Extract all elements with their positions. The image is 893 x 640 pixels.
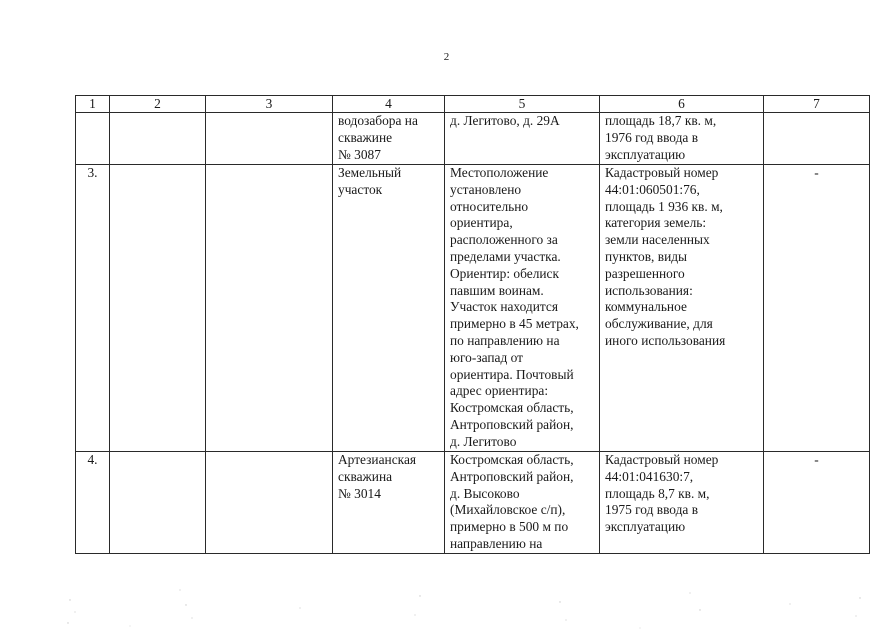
cell-line: ориентира,: [450, 215, 513, 231]
cell-line: площадь 8,7 кв. м,: [605, 485, 710, 501]
cell-line: установлено: [450, 181, 522, 197]
table-row: [76, 452, 870, 554]
cell-line: коммунальное: [605, 299, 687, 315]
cell-line: юго-запад от: [450, 349, 524, 365]
cell-line: по направлению на: [450, 332, 560, 348]
cell-line: земли населенных: [605, 232, 710, 248]
cell-line: иного использования: [605, 332, 726, 348]
scan-noise: [0, 560, 893, 640]
cell-line: 44:01:041630:7,: [605, 468, 694, 484]
cell-line: Антроповский район,: [450, 468, 574, 484]
cell-line: относительно: [450, 198, 529, 214]
location-cell: [445, 452, 600, 554]
cell-line: площадь 18,7 кв. м,: [605, 113, 717, 128]
row-number: [76, 113, 110, 165]
cell-line: (Михайловское с/п),: [450, 502, 566, 518]
cell-line: 1976 год ввода в: [605, 129, 699, 145]
table-cell: [110, 165, 206, 452]
cell-line: Артезианская: [338, 452, 417, 467]
cell-line: примерно в 45 метрах,: [450, 316, 579, 332]
row-number: 3.: [76, 165, 110, 452]
cell-line: д. Легитово: [450, 433, 517, 449]
cell-line: 44:01:060501:76,: [605, 181, 700, 197]
cell-line: д. Легитово, д. 29А: [450, 113, 560, 128]
header-row: [76, 96, 870, 113]
characteristics-cell: [600, 165, 764, 452]
column-header: 7: [764, 96, 870, 113]
column-header: 5: [445, 96, 600, 113]
row-number: 4.: [76, 452, 110, 554]
table-cell: [206, 113, 333, 165]
cell-line: использования:: [605, 282, 693, 298]
cell-line: Кадастровый номер: [605, 165, 719, 180]
table-row: [76, 165, 870, 452]
column-header: 6: [600, 96, 764, 113]
object-name-cell: [333, 452, 445, 554]
cell-line: адрес ориентира:: [450, 383, 549, 399]
column-header: 1: [76, 96, 110, 113]
location-cell: [445, 165, 600, 452]
cell-line: Участок находится: [450, 299, 559, 315]
cell-line: разрешенного: [605, 265, 685, 281]
table-cell: [206, 165, 333, 452]
cell-line: эксплуатацию: [605, 519, 686, 535]
cell-line: Костромская область,: [450, 400, 574, 416]
cell-line: площадь 1 936 кв. м,: [605, 198, 723, 214]
cell-line: примерно в 500 м по: [450, 519, 569, 535]
cell-line: участок: [338, 181, 383, 197]
cell-line: павшим воинам.: [450, 282, 544, 298]
characteristics-cell: [600, 113, 764, 165]
cell-line: Ориентир: обелиск: [450, 265, 559, 281]
cell-line: скважина: [338, 468, 393, 484]
column-header: 3: [206, 96, 333, 113]
cell-line: д. Высоково: [450, 485, 520, 501]
cell-line: категория земель:: [605, 215, 707, 231]
cell-line: Местоположение: [450, 165, 549, 180]
cell-line: скважине: [338, 129, 393, 145]
table-cell: [110, 113, 206, 165]
location-cell: [445, 113, 600, 165]
table-cell: [110, 452, 206, 554]
property-table: [75, 95, 870, 554]
column-header: 2: [110, 96, 206, 113]
cell-line: Костромская область,: [450, 452, 574, 467]
characteristics-cell: [600, 452, 764, 554]
cell-line: эксплуатацию: [605, 146, 686, 162]
table-cell: [206, 452, 333, 554]
notes-cell: [764, 113, 870, 165]
notes-cell: -: [764, 452, 870, 554]
cell-line: расположенного за: [450, 232, 558, 248]
cell-line: водозабора на: [338, 113, 418, 128]
page-number: 2: [443, 51, 450, 63]
column-header: 4: [333, 96, 445, 113]
cell-line: обслуживание, для: [605, 316, 713, 332]
table-row: [76, 113, 870, 165]
cell-line: Земельный: [338, 165, 402, 180]
cell-line: ориентира. Почтовый: [450, 366, 574, 382]
cell-line: Кадастровый номер: [605, 452, 719, 467]
cell-line: Антроповский район,: [450, 416, 574, 432]
cell-line: 1975 год ввода в: [605, 502, 699, 518]
cell-line: направлению на: [450, 535, 543, 551]
cell-line: № 3087: [338, 146, 381, 162]
cell-line: пунктов, виды: [605, 248, 688, 264]
object-name-cell: [333, 113, 445, 165]
notes-cell: -: [764, 165, 870, 452]
cell-line: № 3014: [338, 485, 381, 501]
object-name-cell: [333, 165, 445, 452]
cell-line: пределами участка.: [450, 248, 561, 264]
